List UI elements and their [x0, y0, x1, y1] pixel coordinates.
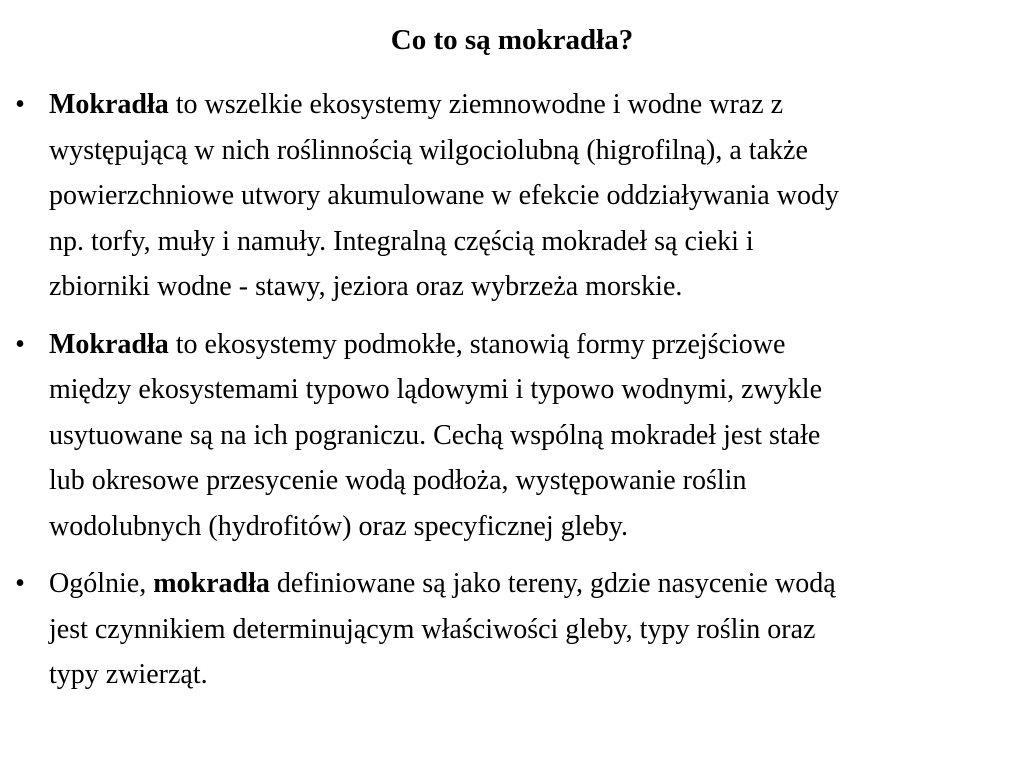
bullet-icon: •	[15, 568, 25, 599]
bullet-icon: •	[15, 89, 25, 120]
bullet-item-3	[0, 561, 1024, 698]
bullet-icon: •	[15, 328, 25, 360]
bullet-line: typy zwierząt.	[49, 659, 208, 690]
bullet-line: występującą w nich roślinnością wilgociolubną (higrofilną), a także	[49, 134, 808, 166]
bullet-list	[0, 82, 1024, 710]
bullet-line: między ekosystemami typowo lądowymi i typowo wodnymi, zwykle	[49, 374, 823, 405]
slide-title: Co to są mokradła?	[390, 24, 634, 56]
bullet-prefix: Ogólnie,	[49, 568, 154, 599]
bullet-line: jest czynnikiem determinującym właściwości gleby, typy roślin oraz	[49, 613, 816, 645]
bullet-item-2	[0, 322, 1024, 550]
bullet-line	[49, 82, 1016, 128]
bullet-line: np. torfy, muły i namuły. Integralną częścią mokradeł są cieki i	[49, 225, 754, 257]
bullet-text: definiowane są jako tereny, gdzie nasycenie wodą	[269, 568, 836, 599]
bullet-item-1	[0, 82, 1024, 310]
bullet-line	[49, 561, 1016, 607]
bold-term: mokradła	[153, 568, 270, 599]
bullet-line: lub okresowe przesycenie wodą podłoża, występowanie roślin	[49, 465, 747, 496]
bullet-text: to wszelkie ekosystemy ziemnowodne i wodne wraz z	[168, 89, 784, 120]
bullet-text: to ekosystemy podmokłe, stanowią formy przejściowe	[168, 328, 786, 360]
bullet-line: wodolubnych (hydrofitów) oraz specyficznej gleby.	[49, 510, 628, 542]
bullet-line: usytuowane są na ich pograniczu. Cechą wspólną mokradeł jest stałe	[49, 419, 821, 451]
bullet-line	[49, 322, 1016, 368]
bullet-line: powierzchniowe utwory akumulowane w efekcie oddziaływania wody	[49, 180, 839, 211]
bold-term: Mokradła	[49, 89, 169, 120]
bullet-line: zbiorniki wodne - stawy, jeziora oraz wybrzeża morskie.	[49, 271, 683, 302]
bold-term: Mokradła	[49, 328, 169, 360]
